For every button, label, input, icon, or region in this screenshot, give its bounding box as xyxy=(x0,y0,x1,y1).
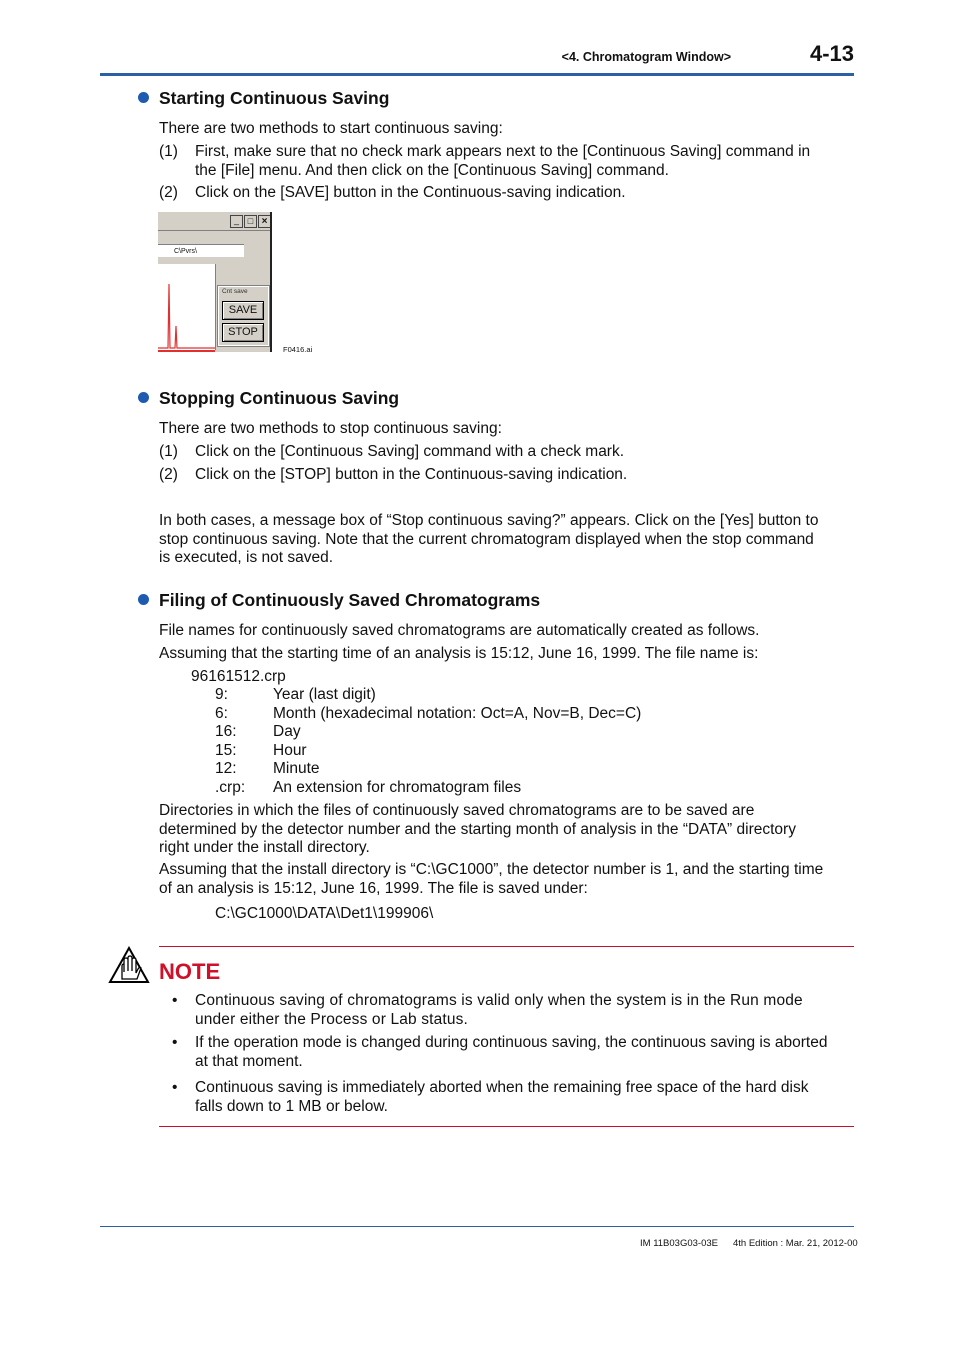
page-number: 4-13 xyxy=(810,41,855,66)
section1-intro: There are two methods to start continuous saving: xyxy=(159,120,503,137)
section3-p2: Assuming that the starting time of an analysis is 15:12, June 16, 1999. The file name is: xyxy=(159,645,759,662)
section-heading-starting: Starting Continuous Saving xyxy=(159,88,389,109)
note-bullet: • xyxy=(172,1034,178,1051)
list-item: Click on the [Continuous Saving] command with a check mark. xyxy=(195,443,625,460)
note-title: NOTE xyxy=(159,959,221,984)
stop-button[interactable]: STOP xyxy=(222,323,264,342)
path-field: C\Pvrs\ xyxy=(158,244,244,257)
field-key: .crp: xyxy=(215,779,246,796)
note-item: If the operation mode is changed during continuous saving, the continuous saving is aborted at that moment. xyxy=(195,1034,828,1070)
field-desc: An extension for chromatogram files xyxy=(273,779,522,796)
field-desc: Day xyxy=(273,723,301,740)
list-number: (1) xyxy=(159,143,178,160)
list-item: First, make sure that no check mark appears next to the [Continuous Saving] command in the [File] menu. And then click on the [Continuous Saving] command. xyxy=(195,143,811,179)
note-bottom-rule xyxy=(159,1126,854,1127)
field-desc: Year (last digit) xyxy=(273,686,376,703)
list-number: (1) xyxy=(159,443,178,460)
chromatogram-trace xyxy=(158,264,215,350)
section-heading-filing: Filing of Continuously Saved Chromatograms xyxy=(159,590,540,611)
section2-intro: There are two methods to stop continuous saving: xyxy=(159,420,502,437)
continuous-saving-groupbox xyxy=(218,286,269,346)
bullet-icon xyxy=(138,392,149,403)
chapter-title: <4. Chromatogram Window> xyxy=(561,50,731,64)
minimize-icon[interactable]: _ xyxy=(230,215,243,228)
example-path: C:\GC1000\DATA\Det1\199906\ xyxy=(215,905,434,922)
window-titlebar xyxy=(158,212,272,230)
figure-label: F0416.ai xyxy=(283,345,313,354)
save-button[interactable]: SAVE xyxy=(222,301,264,320)
field-key: 9: xyxy=(215,686,228,703)
list-item: Click on the [SAVE] button in the Continuous-saving indication. xyxy=(195,184,626,201)
section-heading-stopping: Stopping Continuous Saving xyxy=(159,388,399,409)
section2-paragraph: In both cases, a message box of “Stop continuous saving?” appears. Click on the [Yes] button to stop continuous saving. Note that the current chromatogram displayed when the stop command is executed, is not saved. xyxy=(159,512,819,566)
list-number: (2) xyxy=(159,466,178,483)
example-filename: 96161512.crp xyxy=(191,668,286,685)
field-desc: Month (hexadecimal notation: Oct=A, Nov=B, Dec=C) xyxy=(273,705,642,722)
field-key: 15: xyxy=(215,742,237,759)
note-bullet: • xyxy=(172,1079,178,1096)
field-key: 12: xyxy=(215,760,237,777)
section3-p3: Directories in which the files of continuously saved chromatograms are to be saved are determined by the detector number and the starting month of analysis in the “DATA” directory right under the install directory. xyxy=(159,802,796,856)
close-icon[interactable]: × xyxy=(258,215,271,228)
bullet-icon xyxy=(138,594,149,605)
groupbox-label: Cnt save xyxy=(222,288,248,295)
field-key: 16: xyxy=(215,723,237,740)
note-item: Continuous saving is immediately aborted when the remaining free space of the hard disk falls down to 1 MB or below. xyxy=(195,1079,809,1115)
edition: 4th Edition : Mar. 21, 2012-00 xyxy=(733,1238,858,1249)
maximize-icon[interactable]: □ xyxy=(244,215,257,228)
note-top-rule xyxy=(159,946,854,947)
note-item: Continuous saving of chromatograms is valid only when the system is in the Run mode under either the Process or Lab status. xyxy=(195,992,803,1028)
bullet-icon xyxy=(138,92,149,103)
continuous-saving-window-figure xyxy=(158,212,272,352)
doc-id: IM 11B03G03-03E xyxy=(640,1238,718,1249)
note-bullet: • xyxy=(172,992,178,1009)
field-key: 6: xyxy=(215,705,228,722)
section3-p1: File names for continuously saved chromatograms are automatically created as follows. xyxy=(159,622,760,639)
field-desc: Hour xyxy=(273,742,307,759)
list-item: Click on the [STOP] button in the Continuous-saving indication. xyxy=(195,466,628,483)
footer-rule xyxy=(100,1226,854,1227)
hand-caution-icon xyxy=(108,946,150,984)
chromatogram-plot xyxy=(158,264,216,350)
header-rule xyxy=(100,73,854,76)
section3-p4: Assuming that the install directory is “C:\GC1000”, the detector number is 1, and the starting time of an analysis is 15:12, June 16, 1999. The file is saved under: xyxy=(159,861,824,897)
list-number: (2) xyxy=(159,184,178,201)
field-desc: Minute xyxy=(273,760,320,777)
